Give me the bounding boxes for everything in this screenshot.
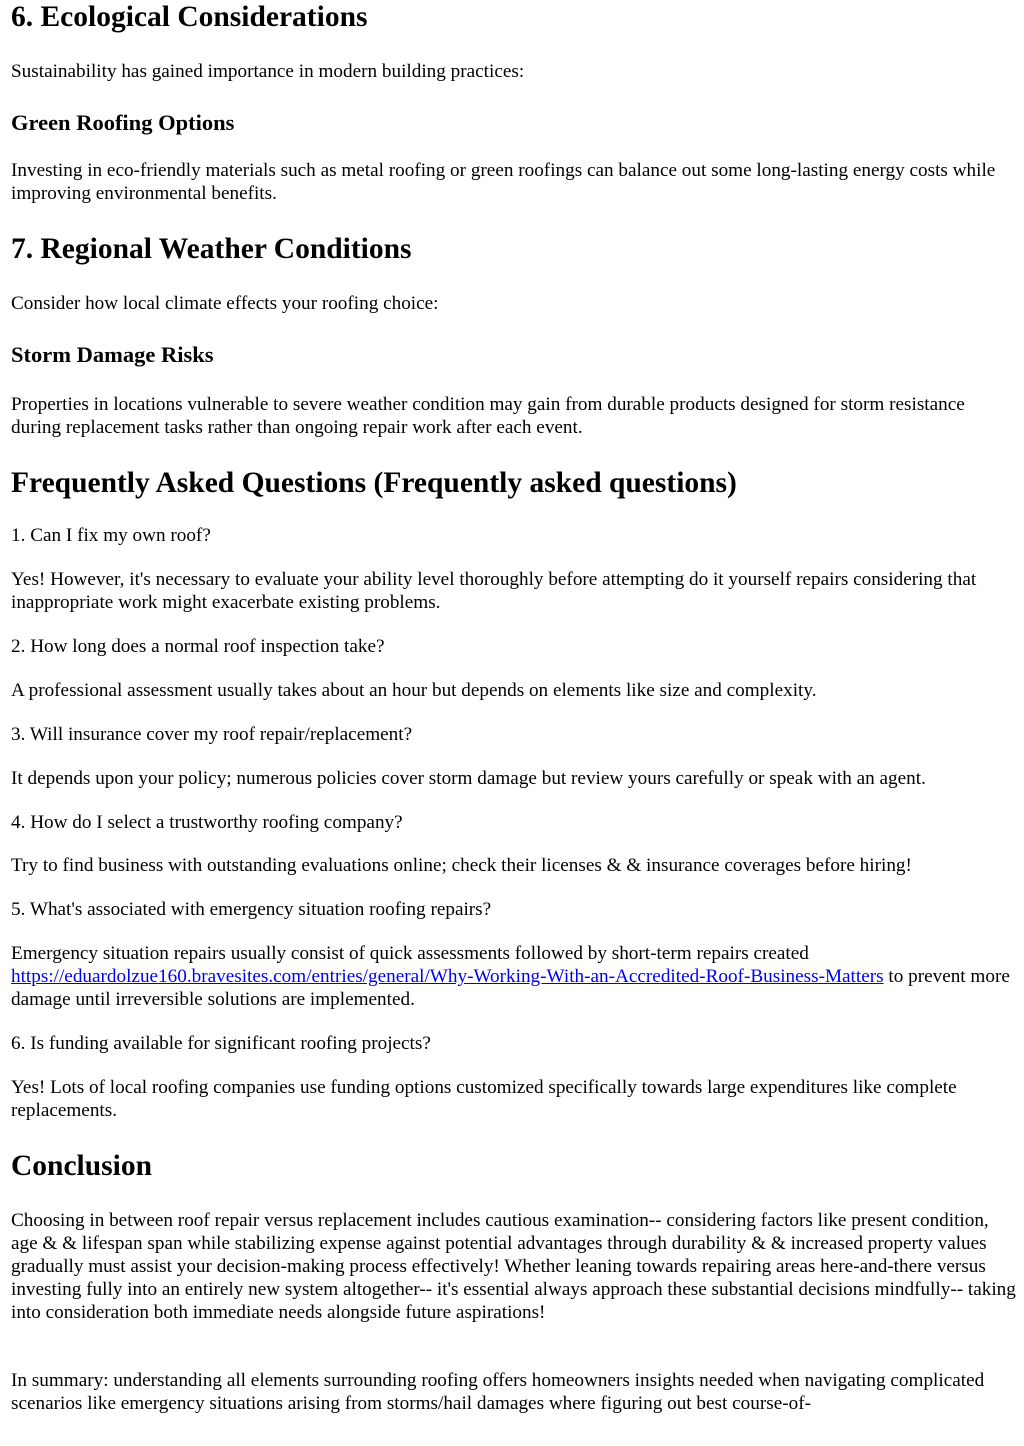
- ecological-intro: Sustainability has gained importance in modern building practices:: [11, 61, 525, 82]
- faq-question-6: 6. Is funding available for significant roofing projects?: [11, 1033, 431, 1054]
- storm-damage-body: Properties in locations vulnerable to severe weather condition may gain from durable products designed for storm resistance during replacement tasks rather than ongoing repair work after each event.: [11, 394, 965, 438]
- faq-question-3: 3. Will insurance cover my roof repair/replacement?: [11, 724, 413, 745]
- weather-heading: 7. Regional Weather Conditions: [11, 233, 412, 265]
- faq-answer-1: Yes! However, it's necessary to evaluate your ability level thoroughly before attempting do it yourself repairs considering that inappropriate work might exacerbate existing problems.: [11, 569, 977, 613]
- faq-question-1: 1. Can I fix my own roof?: [11, 525, 211, 546]
- faq-answer-3: It depends upon your policy; numerous policies cover storm damage but review yours carefully or speak with an agent.: [11, 768, 926, 789]
- emergency-repairs-article-link[interactable]: https://eduardolzue160.bravesites.com/entries/general/Why-Working-With-an-Accredited-Roof-Business-Matters: [11, 966, 884, 987]
- conclusion-heading: Conclusion: [11, 1150, 152, 1182]
- faq-answer-6: Yes! Lots of local roofing companies use funding options customized specifically towards large expenditures like complete replacements.: [11, 1077, 957, 1121]
- faq-question-2: 2. How long does a normal roof inspection take?: [11, 636, 385, 657]
- green-roofing-subheading: Green Roofing Options: [11, 110, 235, 135]
- conclusion-paragraph-2: In summary: understanding all elements surrounding roofing offers homeowners insights needed when navigating complicated scenarios like emergency situations arising from storms/hail damages where figuring out best course-of-: [11, 1370, 985, 1414]
- faq-answer-4: Try to find business with outstanding evaluations online; check their licenses & & insurance coverages before hiring!: [11, 855, 912, 876]
- conclusion-paragraph-1: Choosing in between roof repair versus replacement includes cautious examination-- considering factors like present condition, age & & lifespan span while stabilizing expense against potential advantages through durability & & increased property values gradually must assist your decision-making process effectively! Whether leaning towards repairing areas here-and-there versus investing fully into an entirely new system altogether-- it's essential always approach these substantial decisions mindfully-- taking into consideration both immediate needs alongside future aspirations!: [11, 1210, 1016, 1323]
- faq-answer-2: A professional assessment usually takes about an hour but depends on elements like size and complexity.: [11, 680, 817, 701]
- faq-answer-5: [11, 942, 1016, 1011]
- faq-heading: Frequently Asked Questions (Frequently asked questions): [11, 467, 737, 499]
- faq-question-5: 5. What's associated with emergency situation roofing repairs?: [11, 899, 492, 920]
- faq-answer-5-text-after: to prevent more damage until irreversible solutions are implemented.: [11, 966, 1010, 1010]
- storm-damage-subheading: Storm Damage Risks: [11, 342, 214, 367]
- green-roofing-body: Investing in eco-friendly materials such as metal roofing or green roofings can balance out some long-lasting energy costs while improving environmental benefits.: [11, 160, 996, 204]
- weather-intro: Consider how local climate effects your roofing choice:: [11, 293, 439, 314]
- faq-answer-5-text-before: Emergency situation repairs usually consist of quick assessments followed by short-term repairs created: [11, 943, 809, 964]
- faq-question-4: 4. How do I select a trustworthy roofing company?: [11, 812, 403, 833]
- ecological-heading: 6. Ecological Considerations: [11, 1, 368, 33]
